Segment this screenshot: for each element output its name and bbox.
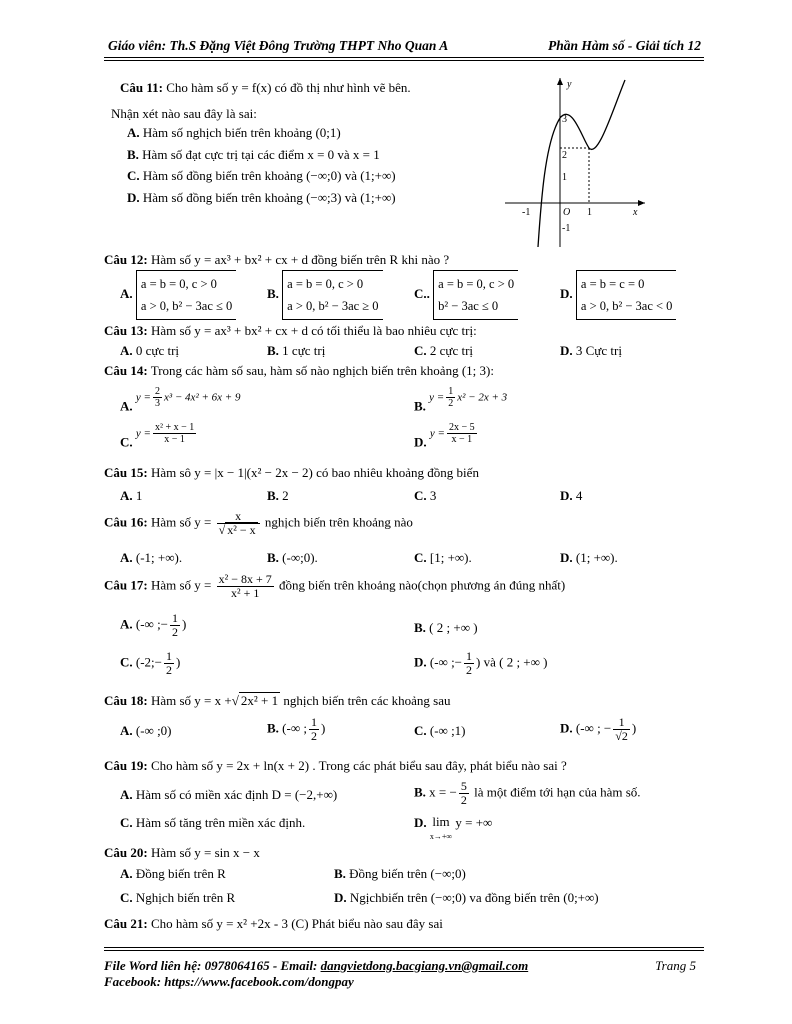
q11-option-b: B. Hàm số đạt cực trị tại các điểm x = 0 và x = 1 [127,147,380,162]
q17-option-b: B. ( 2 ; +∞ ) [414,620,478,635]
q11-option-c: C. Hàm số đồng biến trên khoảng (−∞;0) và (1;+∞) [127,168,396,183]
q13-stem: Câu 13: Hàm số y = ax³ + bx² + cx + d có tối thiểu là bao nhiêu cực trị: [104,323,477,338]
q15-option-b: B. 2 [267,488,289,503]
header-right: Phần Hàm số - Giải tích 12 [547,38,701,53]
q12-option-a: A. a = b = 0, c > 0 a > 0, b² − 3ac ≤ 0 [120,270,236,320]
header-rule [104,57,704,58]
origin-label: O [563,207,571,218]
footer-email-link[interactable]: dangvietdong.bacgiang.vn@gmail.com [320,958,529,973]
q19-stem: Câu 19: Cho hàm số y = 2x + ln(x + 2) . Trong các phát biểu sau đây, phát biểu nào sai ? [104,758,567,773]
footer-contact: File Word liên hệ: 0978064165 - Email: dangvietdong.bacgiang.vn@gmail.com [104,958,529,973]
q13-option-c: C. 2 cực trị [414,343,474,358]
q19-option-d: D. lim x→+∞ y = +∞ [414,814,493,841]
q14-option-d: D. y = $\frac{2x - 5}{x - 1}$ [414,422,475,450]
q17-stem: Câu 17: Hàm số y = $\frac{\text{x² − 8x + 7}}{\text{x² + 1}}$ đồng biến trên khoảng nào(chọn phương án đúng nhất) [104,572,566,600]
q17-option-d: D. (-∞ ;− $\frac{1}{2}$ ) và ( 2 ; +∞ ) [414,649,548,677]
q11-prompt: Nhận xét nào sau đây là sai: [111,106,257,121]
graph-curve [538,80,625,247]
q17-option-c: C. (-2;− $\frac{1}{2}$ ) [120,649,181,677]
q20-option-d: D. Ngịchbiến trên (−∞;0) va đồng biến trên (0;+∞) [334,890,599,905]
q11-option-d: D. Hàm số đồng biến trên khoảng (−∞;3) và (1;+∞) [127,190,396,205]
q19-option-c: C. Hàm số tăng trên miền xác định. [120,815,306,830]
y-axis-arrow [557,78,563,85]
q14-option-a: A. y = $\frac{2}{3}$ x³ − 4x² + 6x + 9 [120,386,241,414]
q19-option-b: B. x = − $\frac{5}{2}$ là một điểm tới hạn của hàm số. [414,779,641,807]
q12-stem: Câu 12: Hàm số y = ax³ + bx² + cx + d đồng biến trên R khi nào ? [104,252,450,267]
q11-graph [500,72,650,250]
q13-option-b: B. 1 cực trị [267,343,326,358]
q20-stem: Câu 20: Hàm số y = sin x − x [104,845,260,860]
q11-option-a: A. Hàm số nghịch biến trên khoảng (0;1) [127,125,341,140]
q14-option-b: B. y = $\frac{1}{2}$ x² − 2x + 3 [414,386,508,414]
page-header [108,38,701,54]
q12-option-c: C.. a = b = 0, c > 0 b² − 3ac ≤ 0 [414,270,518,320]
q18-option-d: D. (-∞ ; − $\frac{1}{√2}$ ) [560,715,637,743]
q16-stem: Câu 16: Hàm số y = $\frac{x}{\text{√ x² − x}}$ nghịch biến trên khoảng nào [104,509,413,537]
q16-option-a: A. (-1; +∞). [120,550,183,565]
x-tick-neg1: -1 [522,207,531,218]
header-left: Giáo viên: Th.S Đặng Việt Đông Trường THPT Nho Quan A [108,38,449,53]
header-rule-2 [104,60,704,61]
q16-option-b: B. (-∞;0). [267,550,318,565]
q12-option-d: D. a = b = c = 0 a > 0, b² − 3ac < 0 [560,270,676,320]
x-axis-label: x [633,207,638,218]
q18-option-b: B. (-∞ ; $\frac{1}{2}$ ) [267,715,326,743]
q15-option-a: A. 1 [120,488,143,503]
q14-option-c: C. y = $\frac{\text{x² + x − 1}}{x - 1}$ [120,422,195,450]
q11-stem: Câu 11: Cho hàm số y = f(x) có đồ thị như hình vẽ bên. [120,80,411,95]
q18-option-c: C. (-∞ ;1) [414,723,466,738]
q21-stem: Câu 21: Cho hàm số y = x² +2x - 3 (C) Phát biểu nào sau đây sai [104,916,443,931]
q15-option-d: D. 4 [560,488,583,503]
q16-option-d: D. (1; +∞). [560,550,618,565]
q20-option-c: C. Nghịch biến trên R [120,890,236,905]
q16-option-c: C. [1; +∞). [414,550,472,565]
footer-rule-2 [104,950,704,951]
q20-option-a: A. Đồng biến trên R [120,866,226,881]
q18-stem: Câu 18: Hàm số y = x +√ 2x² + 1 nghịch biến trên các khoảng sau [104,693,451,708]
x-axis-arrow [638,200,645,206]
y-tick-3: 3 [562,114,567,125]
q18-option-a: A. (-∞ ;0) [120,723,172,738]
q13-option-d: D. 3 Cực trị [560,343,622,358]
q17-option-a: A. (-∞ ;− $\frac{1}{2}$ ) [120,611,187,639]
y-tick-2: 2 [562,150,567,161]
q20-option-b: B. Đồng biến trên (−∞;0) [334,866,466,881]
q12-option-b: B. a = b = 0, c > 0 a > 0, b² − 3ac ≥ 0 [267,270,383,320]
y-tick-1: 1 [562,172,567,183]
y-axis-label: y [567,79,572,90]
q15-stem: Câu 15: Hàm sô y = |x − 1|(x² − 2x − 2) có bao nhiêu khoảng đồng biến [104,465,479,480]
footer-rule [104,947,704,948]
q13-option-a: A. 0 cực trị [120,343,180,358]
y-tick-neg1: -1 [562,223,571,234]
q15-option-c: C. 3 [414,488,437,503]
page-number: Trang 5 [655,958,696,973]
x-tick-1: 1 [587,207,592,218]
q14-stem: Câu 14: Trong các hàm số sau, hàm số nào nghịch biến trên khoảng (1; 3): [104,363,494,378]
footer-facebook[interactable]: Facebook: https://www.facebook.com/dongpay [104,974,354,989]
q19-option-a: A. Hàm số có miền xác định D = (−2,+∞) [120,787,338,802]
